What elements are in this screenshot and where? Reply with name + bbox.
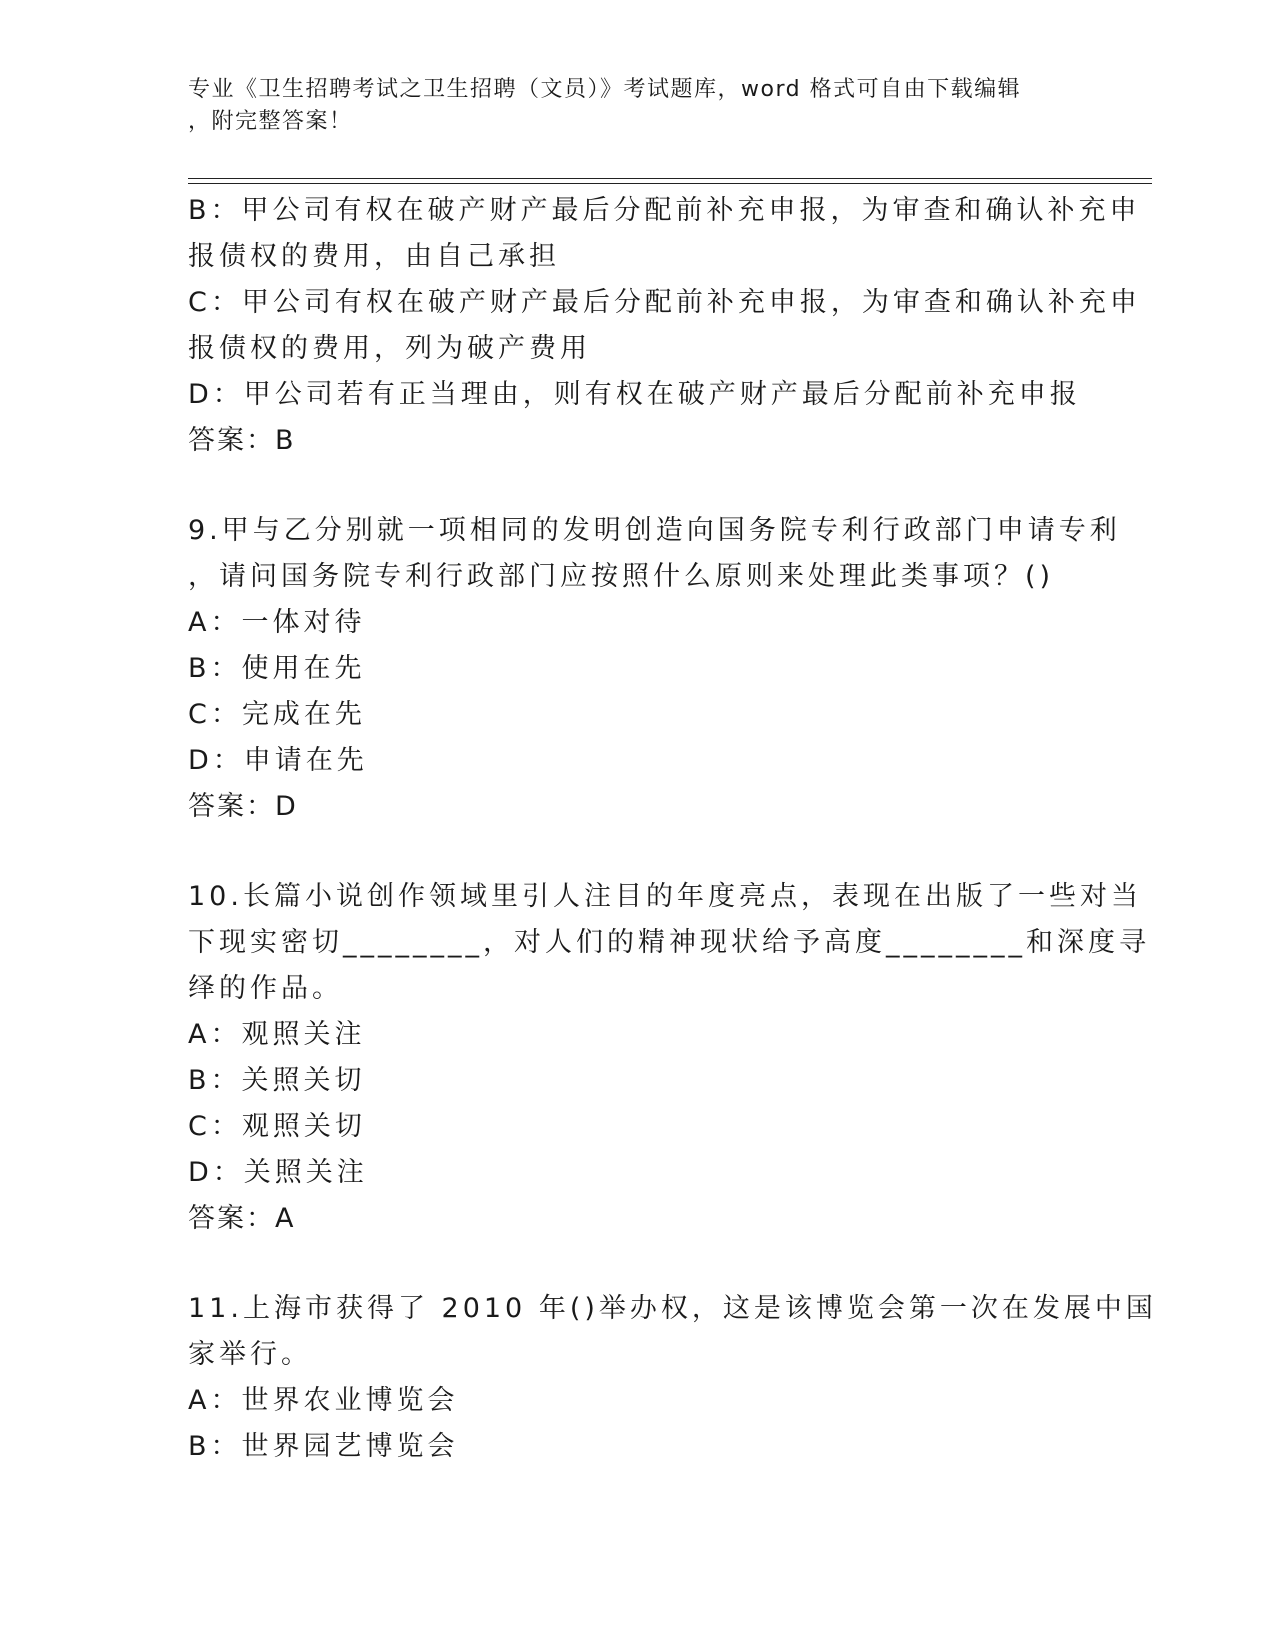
q11-stem-line-1: 11.上海市获得了 2010 年()举办权，这是该博览会第一次在发展中国 xyxy=(188,1293,1157,1324)
q10-option-a: A：观照关注 xyxy=(188,1019,366,1050)
q9-option-a: A：一体对待 xyxy=(188,607,366,638)
q10-option-d: D：关照关注 xyxy=(188,1157,368,1188)
q11-stem-line-2: 家举行。 xyxy=(188,1339,312,1370)
q10-option-b: B：关照关切 xyxy=(188,1065,366,1096)
q8-option-c-line-1: C：甲公司有权在破产财产最后分配前补充申报，为审查和确认补充申 xyxy=(188,287,1141,318)
q9-stem-line-2: ，请问国务院专利行政部门应按照什么原则来处理此类事项？() xyxy=(188,561,1055,592)
q8-option-b-line-1: B：甲公司有权在破产财产最后分配前补充申报，为审查和确认补充申 xyxy=(188,195,1141,226)
q9-option-b: B：使用在先 xyxy=(188,653,366,684)
header-divider-bottom xyxy=(188,183,1152,184)
q10-stem-line-1: 10.长篇小说创作领域里引人注目的年度亮点，表现在出版了一些对当 xyxy=(188,881,1142,912)
q8-option-d: D：甲公司若有正当理由，则有权在破产财产最后分配前补充申报 xyxy=(188,379,1081,410)
spacer xyxy=(188,464,1088,508)
spacer xyxy=(188,830,1088,874)
q10-stem-line-2: 下现实密切________，对人们的精神现状给予高度________和深度寻 xyxy=(188,927,1150,958)
q8-option-b-line-2: 报债权的费用，由自己承担 xyxy=(188,241,560,272)
header-line-1: 专业《卫生招聘考试之卫生招聘（文员）》考试题库，word 格式可自由下载编辑 xyxy=(188,77,1022,102)
q11-option-b: B：世界园艺博览会 xyxy=(188,1431,459,1462)
q10-answer: 答案：A xyxy=(188,1203,296,1234)
q11-option-a: A：世界农业博览会 xyxy=(188,1385,459,1416)
question-10 xyxy=(188,874,1150,1242)
header-divider-top xyxy=(188,178,1152,179)
document-header xyxy=(188,74,1088,138)
q9-stem-line-1: 9.甲与乙分别就一项相同的发明创造向国务院专利行政部门申请专利 xyxy=(188,515,1121,546)
q10-option-c: C：观照关切 xyxy=(188,1111,366,1142)
spacer xyxy=(188,1242,1088,1286)
q9-answer: 答案：D xyxy=(188,791,298,822)
q8-option-c-line-2: 报债权的费用，列为破产费用 xyxy=(188,333,591,364)
question-11 xyxy=(188,1286,1157,1470)
q9-option-d: D：申请在先 xyxy=(188,745,368,776)
header-line-2: ，附完整答案！ xyxy=(188,109,353,134)
q9-option-c: C：完成在先 xyxy=(188,699,366,730)
question-8 xyxy=(188,188,1141,464)
q10-stem-line-3: 绎的作品。 xyxy=(188,973,343,1004)
question-9 xyxy=(188,508,1121,830)
q8-answer: 答案：B xyxy=(188,425,296,456)
question-list xyxy=(188,188,1157,1470)
